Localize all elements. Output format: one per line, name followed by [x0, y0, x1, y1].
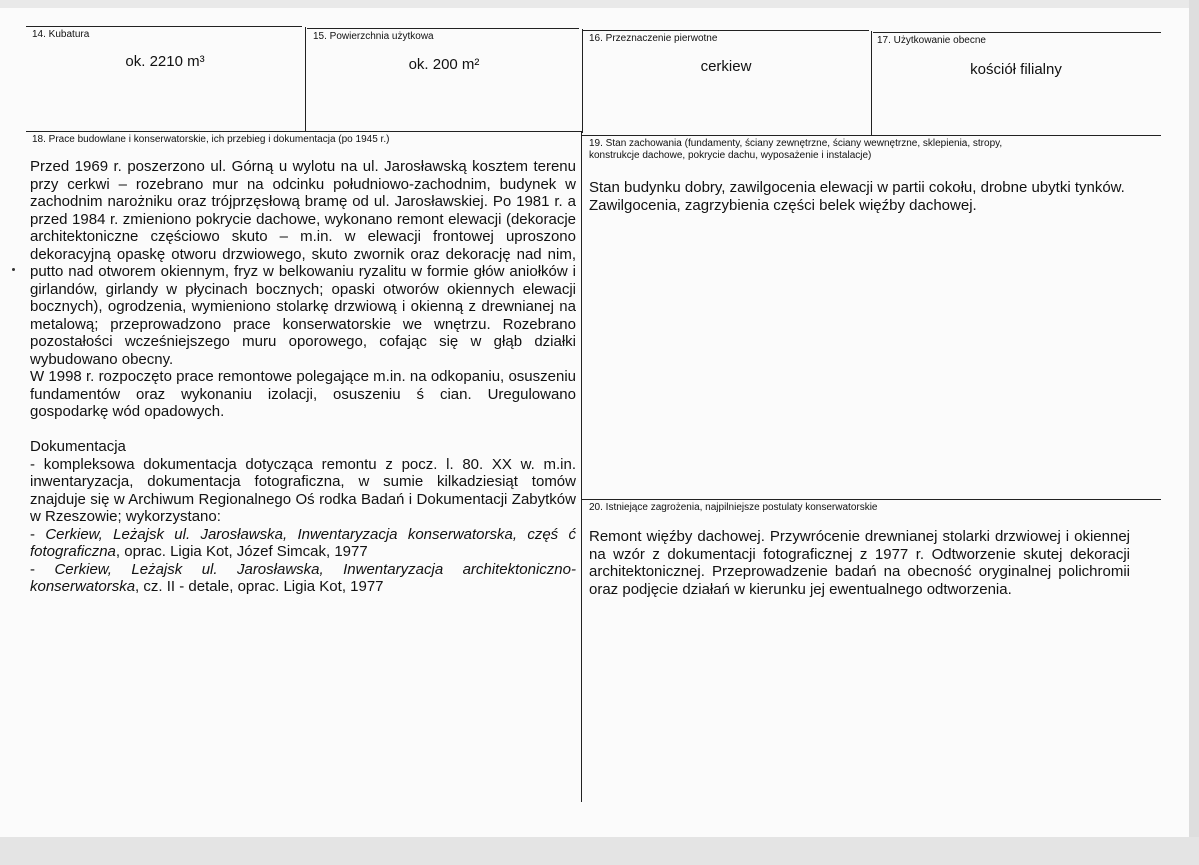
field-19-label-line-1: 19. Stan zachowania (fundamenty, ściany zewnętrzne, ściany wewnętrzne, sklepienia, stropy,: [589, 138, 1003, 149]
item-3-dash: -: [30, 560, 55, 578]
field-20-content: Remont więźby dachowej. Przywrócenie drewnianej stolarki drzwiowej i okiennej na wzór z dokumentacji fotograficznej z 1977 r. Odtworzenie skutej dekoracji architektonicznej. Przeprowadzenie badań na obecność oryginalnej polichromii oraz podjęcie działań w kierunku jej ewentualnego odtworzenia.: [589, 528, 1130, 598]
field-18-content: [30, 158, 576, 596]
paragraph-gap: [30, 421, 576, 439]
item-2-dash: -: [30, 525, 46, 543]
field-19-content: Stan budynku dobry, zawilgocenia elewacji w partii cokołu, drobne ubytki tynków. Zawilgocenia, zagrzybienia części belek więźby dachowej.: [589, 179, 1125, 214]
field-14-value: ok. 2210 m³: [125, 53, 205, 70]
row1-top-line-b: [307, 28, 579, 29]
scan-speck: [12, 268, 15, 271]
field-15-label: 15. Powierzchnia użytkowa: [313, 31, 434, 42]
row2-top-line-left: [26, 131, 582, 132]
field-15-value: ok. 200 m²: [408, 56, 480, 73]
documentation-title: Dokumentacja: [30, 438, 126, 455]
row1-top-line-c: [583, 30, 869, 31]
divider-18-19: [581, 131, 582, 802]
works-paragraph-1: Przed 1969 r. poszerzono ul. Górną u wylotu na ul. Jarosławską kosztem terenu przy cerkwi – rozebrano mur na odcinku południowo-zachodnim, budynek w zachodnim narożniku oraz trójprzęsłową bramę od ul. Jarosławskiej. Po 1981 r. a przed 1984 r. zmieniono pokrycie dachowe, wykonano remont elewacji (dekoracje architektoniczne częściowo skuto – m.in. w elewacji frontowej uproszono dekoracyjną opaskę otworu drzwiowego, skuto zwornik oraz dekorację nad nim, putto nad otworem okiennym, fryz w belkowaniu ryzalitu w formie głów aniołków i girlandów, girlandy w płycinach bocznych; opaski otworów okiennych elewacji bocznych), ogrodzenia, wymieniono stolarkę drzwiową i okienną z drewnianej na metalową; przeprowadzono prace konserwatorskie we wnętrzu. Rozebrano pozostałości wcześniejszego muru oporowego, cofając się w głąb działki wybudowano obecny.: [30, 158, 576, 368]
documentation-item-3: [30, 561, 576, 596]
field-17-value: kościół filialny: [970, 61, 1062, 78]
field-16-value: cerkiew: [700, 58, 752, 75]
divider-14-15: [305, 27, 306, 131]
scan-edge-top: [0, 0, 1199, 8]
item-3-details: , cz. II - detale, oprac. Ligia Kot, 1977: [135, 578, 384, 595]
documentation-item-2: [30, 526, 576, 561]
works-paragraph-2: W 1998 r. rozpoczęto prace remontowe polegające m.in. na odkopaniu, osuszeniu fundamentów oraz wykonaniu izolacji, osuszeniu ś cian. Uregulowano gospodarkę wód opadowych.: [30, 368, 576, 420]
item-2-title: Cerkiew, Leżajsk ul. Jarosławska, Inwentaryzacja konserwatorska, częś ć fotograficzna: [30, 525, 576, 560]
field-19-label-line-2: konstrukcje dachowe, pokrycie dachu, wyposażenie i instalacje): [589, 150, 872, 161]
row2-top-line-right: [582, 135, 1161, 136]
scan-edge-right: [1189, 0, 1199, 865]
row1-top-line-d: [873, 32, 1161, 33]
scan-edge-bottom: [0, 837, 1199, 865]
divider-15-16: [582, 29, 583, 133]
row1-top-line-a: [26, 26, 302, 27]
field-16-label: 16. Przeznaczenie pierwotne: [589, 33, 718, 44]
divider-19-20: [582, 499, 1161, 500]
documentation-item-1: - kompleksowa dokumentacja dotycząca remontu z pocz. l. 80. XX w. m.in. inwentaryzacja, dokumentacja fotograficzna, w sumie kilkadziesiąt tomów znajduje się w Archiwum Regionalnego Oś rodka Badań i Dokumentacji Zabytków w Rzeszowie; wykorzystano:: [30, 455, 576, 525]
divider-16-17: [871, 31, 872, 135]
field-14-label: 14. Kubatura: [32, 29, 90, 40]
field-18-label: 18. Prace budowlane i konserwatorskie, ich przebieg i dokumentacja (po 1945 r.): [32, 134, 390, 145]
item-3-title: Cerkiew, Leżajsk ul. Jarosławska, Inwentaryzacja architektoniczno-konserwatorska: [30, 560, 576, 595]
item-2-details: , oprac. Ligia Kot, Józef Simcak, 1977: [115, 543, 368, 560]
field-20-label: 20. Istniejące zagrożenia, najpilniejsze postulaty konserwatorskie: [589, 502, 878, 513]
field-17-label: 17. Użytkowanie obecne: [877, 35, 986, 46]
